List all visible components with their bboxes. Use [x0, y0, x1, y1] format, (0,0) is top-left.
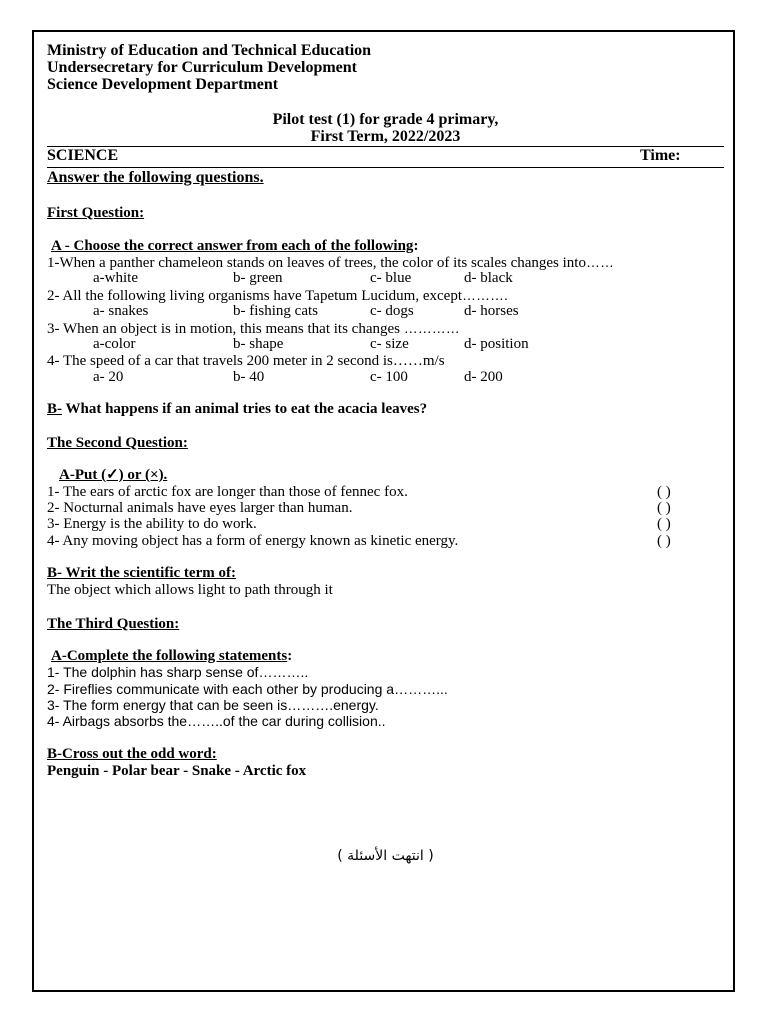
- q1-b-question: [47, 401, 427, 418]
- q2-answer-box-2[interactable]: ( ): [657, 500, 671, 516]
- q1-4-option-a: a- 20: [93, 369, 124, 385]
- q3-a-heading-text: A-Complete the following statements: [51, 648, 288, 664]
- q1-1-option-d: d- black: [464, 270, 513, 286]
- q1-2-option-d: d- horses: [464, 303, 519, 319]
- q3-item-2-blank: ………..: [394, 681, 444, 697]
- q1-item-2-blank: ……….: [462, 287, 508, 303]
- q3-b-heading: B-Cross out the odd word:: [47, 746, 217, 762]
- q1-1-option-b: b- green: [233, 270, 283, 286]
- term-line: First Term, 2022/2023: [310, 128, 461, 145]
- q1-a-heading: [51, 238, 418, 255]
- q1-b-text: What happens if an animal tries to eat the acacia leaves?: [62, 401, 428, 417]
- q1-2-option-a: a- snakes: [93, 303, 149, 319]
- department-line: Science Development Department: [47, 76, 279, 93]
- q3-item-1-blank: ………..: [258, 664, 309, 680]
- q3-item-1: [47, 664, 308, 681]
- q3-a-colon: :: [287, 648, 293, 664]
- q1-2-option-c: c- dogs: [370, 303, 414, 319]
- q1-3-option-d: d- position: [464, 336, 529, 352]
- q1-1-option-c: c- blue: [370, 270, 412, 286]
- q3-item-2-post: .: [443, 681, 448, 697]
- q1-item-3-text: 3- When an object is in motion, this means that its changes: [47, 321, 404, 337]
- q3-item-2-text: 2- Fireflies communicate with each other by producing a: [47, 681, 395, 697]
- q1-item-1-text: 1-When a panther chameleon stands on leaves of trees, the color of its scales changes into: [47, 255, 586, 271]
- q1-b-label: B-: [47, 401, 62, 417]
- q1-4-option-d: d- 200: [464, 369, 503, 385]
- q3-item-3-text: 3- The form energy that can be seen is: [47, 697, 288, 713]
- q1-1-option-a: a-white: [93, 270, 138, 286]
- q3-item-1-text: 1- The dolphin has sharp sense of: [47, 664, 259, 680]
- q1-3-option-b: b- shape: [233, 336, 284, 352]
- q1-a-colon: :: [413, 238, 419, 254]
- q3-item-4-blank: ……..: [187, 713, 223, 729]
- q1-title: First Question:: [47, 205, 145, 221]
- q3-b-words: Penguin - Polar bear - Snake - Arctic fox: [47, 763, 307, 779]
- q1-3-option-c: c- size: [370, 336, 409, 352]
- ministry-line: Ministry of Education and Technical Education: [47, 42, 372, 59]
- q1-3-option-a: a-color: [93, 336, 136, 352]
- q3-item-3-blank: ……….: [287, 697, 334, 713]
- q1-item-4-blank: ……m/s: [392, 353, 445, 369]
- q3-item-3: [47, 697, 379, 714]
- q2-answer-box-1[interactable]: ( ): [657, 484, 671, 500]
- time-label: Time:: [640, 147, 681, 164]
- q1-item-4-text: 4- The speed of a car that travels 200 meter in 2 second is: [47, 353, 393, 369]
- q2-answer-box-3[interactable]: ( ): [657, 516, 671, 532]
- q2-b-heading: B- Writ the scientific term of:: [47, 565, 236, 581]
- q2-item-3: 3- Energy is the ability to do work.: [47, 516, 257, 532]
- bottom-rule: [47, 167, 724, 168]
- end-of-questions-note: ( انتهت الأسئلة ): [337, 848, 434, 864]
- q2-b-text: The object which allows light to path through it: [47, 582, 333, 598]
- q1-item-4: [47, 353, 445, 370]
- q3-title: The Third Question:: [47, 616, 180, 632]
- q2-item-1: 1- The ears of arctic fox are longer than those of fennec fox.: [47, 484, 408, 500]
- q1-4-option-c: c- 100: [370, 369, 408, 385]
- q3-item-4-post: of the car during collision..: [222, 713, 386, 729]
- subject-label: SCIENCE: [47, 147, 119, 164]
- top-rule: [47, 146, 724, 147]
- q1-2-option-b: b- fishing cats: [233, 303, 318, 319]
- q3-item-4: [47, 713, 386, 730]
- q1-item-2-text: 2- All the following living organisms have Tapetum Lucidum, except: [47, 288, 462, 304]
- instruction-line: Answer the following questions.: [47, 169, 264, 186]
- q3-item-3-post: energy.: [333, 697, 379, 713]
- q2-answer-box-4[interactable]: ( ): [657, 533, 671, 549]
- undersecretary-line: Undersecretary for Curriculum Development: [47, 59, 357, 76]
- test-title: Pilot test (1) for grade 4 primary,: [272, 111, 499, 128]
- q3-item-4-text: 4- Airbags absorbs the: [47, 713, 188, 729]
- q2-title: The Second Question:: [47, 435, 188, 451]
- q2-item-4: 4- Any moving object has a form of energy known as kinetic energy.: [47, 533, 459, 549]
- q3-a-heading: [51, 648, 292, 665]
- q3-item-2: [47, 681, 448, 698]
- q2-a-heading: A-Put (✓) or (×).: [59, 467, 168, 483]
- q1-a-heading-text: A - Choose the correct answer from each of the following: [51, 238, 414, 254]
- q1-item-3-blank: …………: [403, 320, 460, 336]
- q2-item-2: 2- Nocturnal animals have eyes larger than human.: [47, 500, 353, 516]
- q1-item-1-blank: ……: [585, 254, 614, 270]
- q1-4-option-b: b- 40: [233, 369, 265, 385]
